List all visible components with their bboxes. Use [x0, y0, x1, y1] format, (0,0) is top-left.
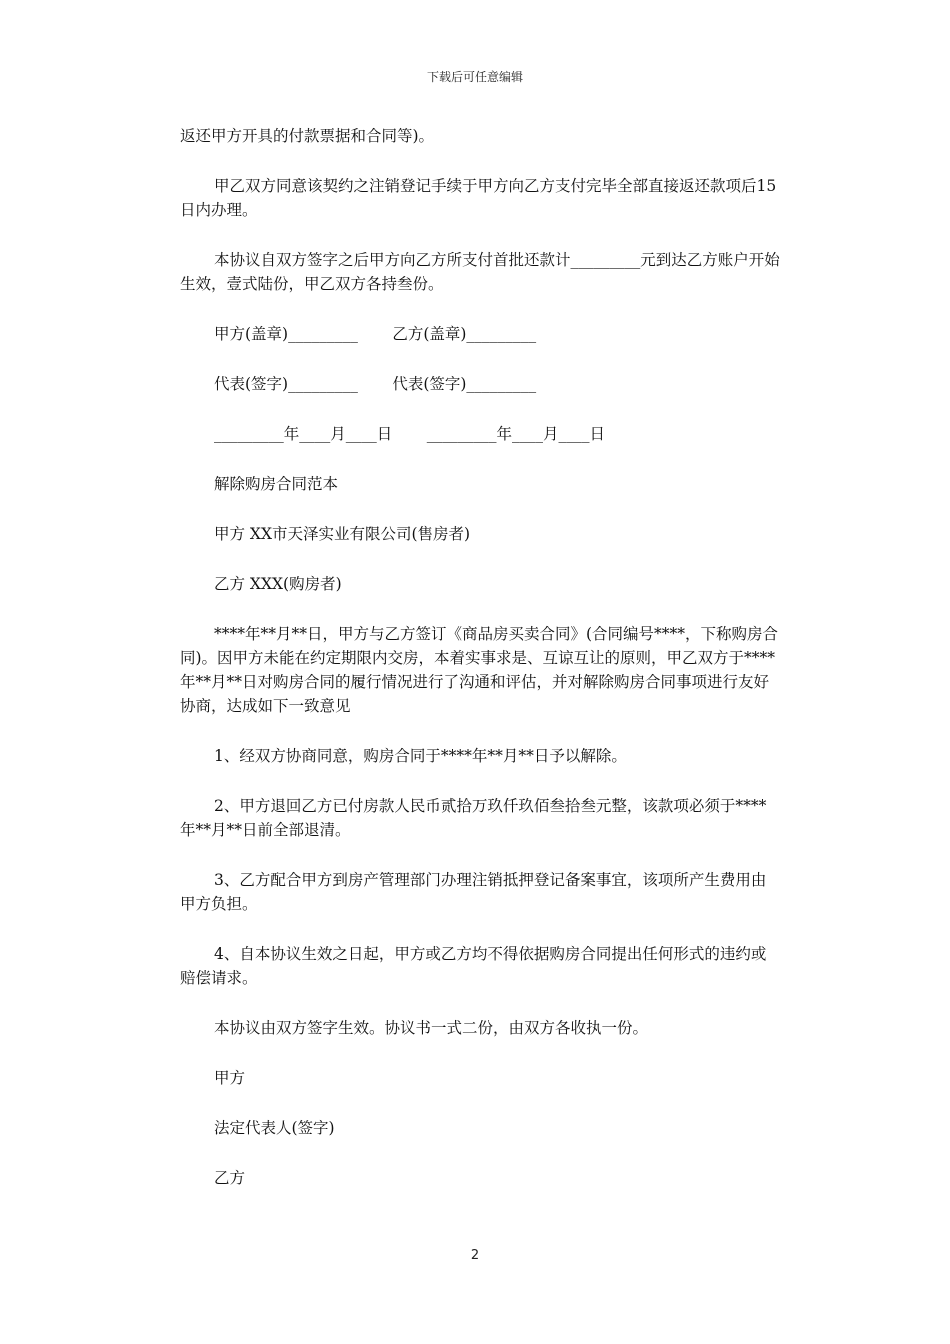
paragraph-background: ****年**月**日，甲方与乙方签订《商品房买卖合同》(合同编号****，下称购房合同)。因甲方未能在约定期限内交房，本着实事求是、互谅互让的原则，甲乙双方于****年**月**日对购房合同的履行情况进行了沟通和评估，并对解除购房合同事项进行友好协商，达成如下一致意见 — [180, 625, 779, 715]
party-b: 乙方 XXX(购房者) — [214, 575, 342, 593]
clause-4: 4、自本协议生效之日起，甲方或乙方均不得依据购房合同提出任何形式的违约或赔偿请求。 — [180, 945, 767, 987]
document-body — [180, 124, 780, 1216]
page-number: 2 — [470, 1248, 480, 1263]
signature-date-line: _________年____月____日 _________年____月____日 — [214, 425, 605, 443]
signature-party-a: 甲方 — [214, 1069, 246, 1087]
paragraph-deregistration: 甲乙双方同意该契约之注销登记手续于甲方向乙方支付完毕全部直接返还款项后15日内办理。 — [180, 177, 777, 219]
paragraph-return-documents: 返还甲方开具的付款票据和合同等)。 — [180, 127, 435, 145]
paragraph-effective: 本协议由双方签字生效。协议书一式二份，由双方各收执一份。 — [214, 1019, 649, 1037]
signature-legal-rep: 法定代表人(签字) — [214, 1119, 335, 1137]
section-title: 解除购房合同范本 — [214, 475, 339, 493]
clause-2: 2、甲方退回乙方已付房款人民币贰拾万玖仟玖佰叁拾叁元整，该款项必须于****年**月**日前全部退清。 — [180, 797, 767, 839]
page-header: 下载后可任意编辑 — [426, 70, 523, 84]
paragraph-effective-payment: 本协议自双方签字之后甲方向乙方所支付首批还款计_________元到达乙方账户开始生效，壹式陆份，甲乙双方各持叁份。 — [180, 251, 780, 293]
signature-seal-line: 甲方(盖章)_________ 乙方(盖章)_________ — [214, 325, 537, 343]
signature-party-b: 乙方 — [214, 1169, 246, 1187]
clause-3: 3、乙方配合甲方到房产管理部门办理注销抵押登记备案事宜，该项所产生费用由甲方负担。 — [180, 871, 767, 913]
clause-1: 1、经双方协商同意，购房合同于****年**月**日予以解除。 — [214, 747, 627, 765]
party-a: 甲方 XX市天泽实业有限公司(售房者) — [214, 525, 471, 543]
signature-rep-line: 代表(签字)_________ 代表(签字)_________ — [214, 375, 537, 393]
